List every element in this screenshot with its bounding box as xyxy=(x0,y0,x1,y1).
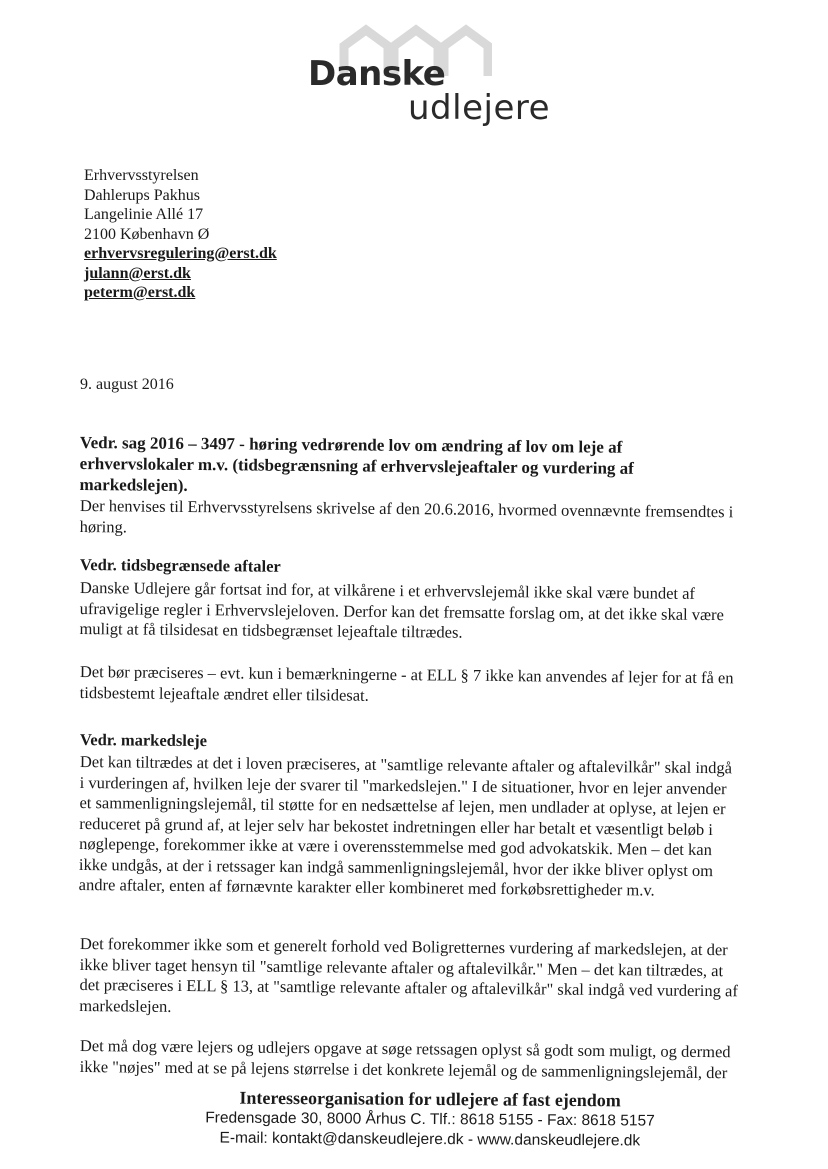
recipient-email-link[interactable]: peterm@erst.dk xyxy=(84,284,196,301)
recipient-email-link[interactable]: julann@erst.dk xyxy=(84,264,191,282)
recipient-name: Erhvervsstyrelsen xyxy=(84,167,199,184)
section-heading-market-rent: Vedr. markedsleje xyxy=(79,730,208,751)
recipient-street: Langelinie Allé 17 xyxy=(84,206,204,223)
recipient-address xyxy=(84,166,277,303)
body-paragraph: Danske Udlejere går fortsat ind for, at vilkårene i et erhvervslejemål ikke skal være bundet af ufravigelige regler i Erhvervslejeloven. Derfor kan det fremsatte forslag om, at det ikke skal være muligt at få tilsidesat en tidsbegrænset lejeaftale tiltrædes. xyxy=(79,578,724,642)
footer-address: Fredensgade 30, 8000 Århus C. Tlf.: 8618 5155 - Fax: 8618 5157 xyxy=(205,1109,655,1130)
footer-organization: Interesseorganisation for udlejere af fast ejendom xyxy=(239,1087,621,1111)
logo-text-udlejere: udlejere xyxy=(408,88,551,128)
footer-contact: E-mail: kontakt@danskeudlejere.dk - www.danskeudlejere.dk xyxy=(219,1129,641,1150)
body-paragraph: Det forekommer ikke som et generelt forhold ved Boligretternes vurdering af markedslejen, at der ikke bliver taget hensyn til "samtlige relevante aftaler og aftalevilkår." Men – det kan tiltrædes, at det præciseres i ELL § 13, at "samtlige relevante aftaler og aftalevilkår" skal indgå ved vurdering af markedslejen. xyxy=(79,934,738,1016)
recipient-city: 2100 København Ø xyxy=(84,225,210,243)
section-heading-time-limited: Vedr. tidsbegrænsede aftaler xyxy=(79,555,281,576)
recipient-building: Dahlerups Pakhus xyxy=(84,186,200,204)
letter-date: 9. august 2016 xyxy=(80,376,174,393)
body-paragraph: Det må dog være lejers og udlejers opgave at søge retssagen oplyst så godt som muligt, og dermed ikke "nøjes" med at se på lejens størrelse i det konkrete lejemål og de sammenligningslejemål, der xyxy=(79,1036,731,1082)
letterhead-footer xyxy=(150,1086,710,1152)
intro-paragraph: Der henvises til Erhvervsstyrelsens skrivelse af den 20.6.2016, hvormed ovennævnte fremsendtes i høring. xyxy=(79,496,734,536)
body-paragraph: Det bør præciseres – evt. kun i bemærkningerne - at ELL § 7 ikke kan anvendes af lejer for at få en tidsbestemt lejeaftale ændret eller tilsidesat. xyxy=(79,662,734,705)
recipient-email-link[interactable]: erhvervsregulering@erst.dk xyxy=(84,245,277,262)
logo-text-danske: Danske xyxy=(308,54,446,94)
letter-subject: Vedr. sag 2016 – 3497 - høring vedrørende lov om ændring af lov om leje af erhvervslokaler m.v. (tidsbegrænsning af erhvervslejeaftaler og vurdering af markedslejen). xyxy=(79,432,634,495)
body-paragraph: Det kan tiltrædes at det i loven præciseres, at "samtlige relevante aftaler og aftalevilkår" skal indgå i vurderingen af, hvilken leje der svarer til "markedslejen." I de situationer, hvor en lejer anvender et sammenligningslejemål, til støtte for en nedsættelse af lejen, men undlader at oplyse, at lejen er reduceret på grund af, at lejer selv har bekostet indretningen eller har betalt et væsentligt beløb i nøglepenge, forekommer ikke at være i overensstemmelse med god advokatskik. Men – det kan ikke undgås, at der i retssager kan indgå sammenligningslejemål, hvor der ikke bliver oplyst om andre aftaler, enten af førnævnte karakter eller kombineret med forkøbsrettigheder m.v. xyxy=(78,752,733,900)
